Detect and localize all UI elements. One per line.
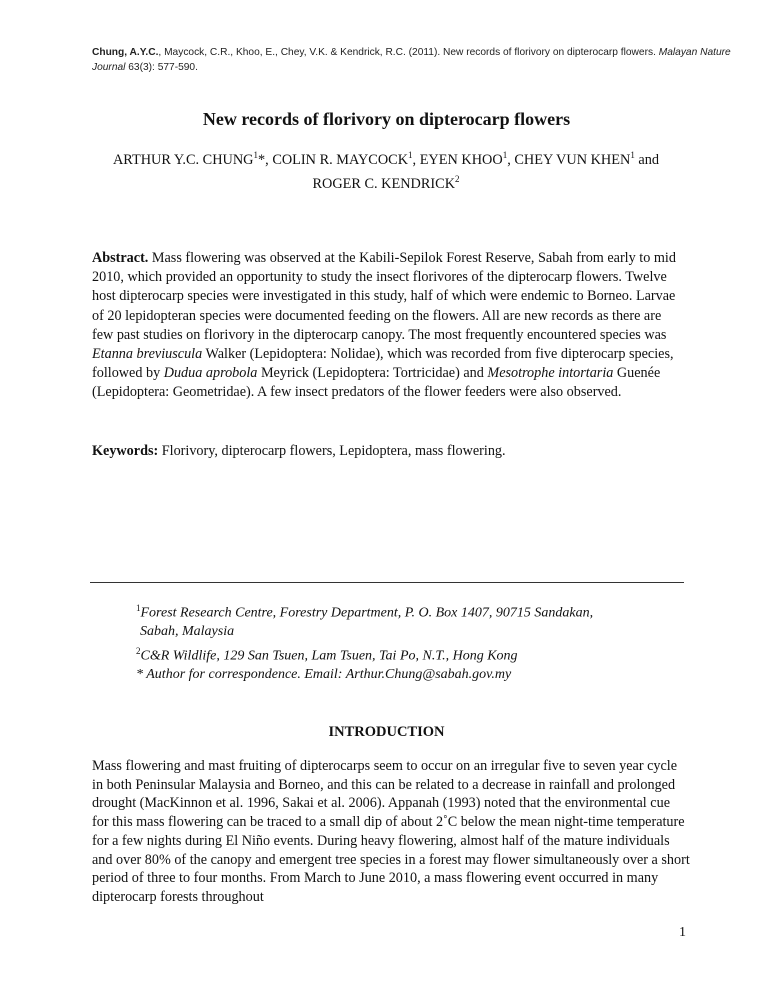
abstract-text: Walker (Lepidoptera: Nolidae), which was recorded from five dipterocarp species, followed by [92, 346, 674, 382]
section-heading-introduction: INTRODUCTION [328, 724, 445, 740]
species-name: Mesotrophe intortaria [487, 365, 614, 382]
affiliation-1-continued [136, 623, 676, 642]
keywords-paragraph [92, 442, 684, 461]
author-name: EYEN KHOO [419, 151, 503, 168]
author-affiliation-mark: 2 [455, 173, 460, 184]
abstract-text: Guenée (Lepidoptera: Geometridae). A few insect predators of the flower feeders were also observed. [92, 365, 661, 401]
abstract-text: Meyrick (Lepidoptera: Tortricidae) and [257, 365, 488, 382]
author-affiliation-mark: 1 [502, 150, 508, 160]
author-separator: , [507, 151, 515, 168]
abstract-label: Abstract. [92, 250, 149, 266]
citation-rest: , Maycock, C.R., Khoo, E., Chey, V.K. & Kendrick, R.C. (2011). New records of florivory on dipterocarp flowers. [158, 47, 656, 58]
keywords-label: Keywords: [92, 443, 159, 459]
affiliation-mark: 1 [136, 603, 141, 613]
author-separator: *, [258, 151, 273, 168]
author-name: COLIN R. MAYCOCK [272, 151, 409, 168]
introduction-paragraph: Mass flowering and mast fruiting of dipterocarps seem to occur on an irregular five to seven year cycle in both Peninsular Malaysia and Borneo, and this can be related to a decrease in rainfall and prolonged drought (MacKinnon et al. 1996, Sakai et al. 2006). Appanah (1993) noted that the environmental cue for this mass flowering can be traced to a small dip of about 2˚C below the mean night-time temperature for a few nights during El Niño events. During heavy flowering, almost half of the mature individuals and over 80% of the canopy and emergent tree species in a forest may flower simultaneously over a short period of three to four months. From March to June 2010, a mass flowering event occurred in many dipterocarp forests throughout [92, 758, 690, 905]
affiliation-text: C&R Wildlife, 129 San Tsuen, Lam Tsuen, Tai Po, N.T., Hong Kong [140, 648, 518, 664]
species-name: Etanna breviuscula [92, 346, 203, 363]
citation-lead-author: Chung, A.Y.C. [92, 47, 159, 58]
affiliations-block [136, 599, 676, 684]
footnote-divider [90, 582, 684, 583]
paper-title: New records of florivory on dipterocarp flowers [202, 109, 571, 129]
citation-journal: Malayan Nature Journal [92, 47, 731, 73]
author-separator: , [412, 151, 420, 168]
abstract-text: Mass flowering was observed at the Kabili-Sepilok Forest Reserve, Sabah from early to mid 2010, which provided an opportunity to study the insect florivores of the dipterocarp flowers. Twelve host dipterocarp species were investigated in this study, half of which were endemic to Borneo. Larvae of 20 lepidopteran species were documented feeding on the flowers. All are new records as there are few past studies on florivory in the dipterocarp canopy. The most frequently encountered species was [92, 250, 676, 343]
citation-volume-pages: 63(3): 577-590. [125, 62, 198, 73]
author-affiliation-mark: 1 [630, 150, 635, 160]
citation-header [92, 45, 732, 75]
author-name: CHEY VUN KHEN [514, 151, 631, 168]
affiliation-mark: 2 [136, 645, 141, 656]
author-affiliation-mark: 1 [408, 150, 413, 160]
affiliation-text: Sabah, Malaysia [140, 624, 235, 640]
author-affiliation-mark: 1 [253, 150, 259, 160]
author-name: ROGER C. KENDRICK [312, 175, 456, 192]
abstract-paragraph [92, 249, 684, 403]
author-separator: and [634, 151, 660, 168]
page-number: 1 [679, 925, 686, 940]
keywords-text: Florivory, dipterocarp flowers, Lepidoptera, mass flowering. [158, 443, 506, 459]
affiliation-2 [136, 642, 676, 666]
author-list [86, 146, 686, 194]
author-name: ARTHUR Y.C. CHUNG [112, 151, 254, 168]
affiliation-1 [136, 599, 676, 623]
species-name: Dudua aprobola [163, 365, 258, 382]
correspondence-note: * Author for correspondence. Email: Arthur.Chung@sabah.gov.my [136, 666, 512, 682]
affiliation-text: Forest Research Centre, Forestry Department, P. O. Box 1407, 90715 Sandakan, [140, 605, 594, 621]
